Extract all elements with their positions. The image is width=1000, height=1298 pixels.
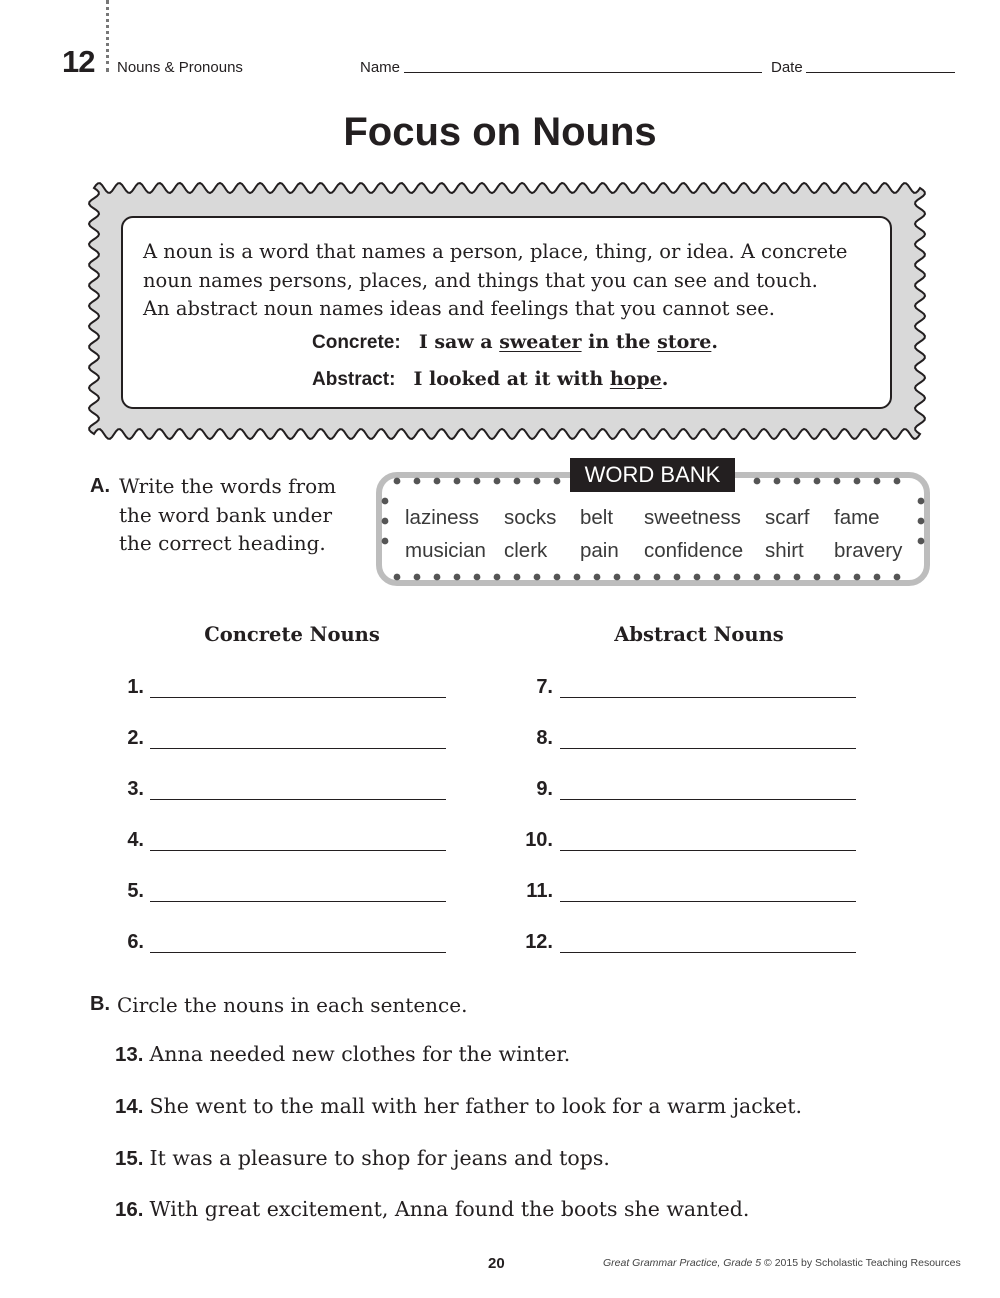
answer-blank[interactable] bbox=[560, 901, 856, 902]
item-number: 13. bbox=[115, 1043, 144, 1066]
item-number: 10. bbox=[525, 829, 553, 851]
answer-blank[interactable] bbox=[150, 748, 446, 749]
sentence-text[interactable]: With great excitement, Anna found the boots she wanted. bbox=[149, 1197, 750, 1221]
sentence-text[interactable]: Anna needed new clothes for the winter. bbox=[149, 1042, 571, 1066]
border-dot bbox=[814, 574, 821, 581]
page-title: Focus on Nouns bbox=[343, 110, 657, 154]
border-dot bbox=[834, 478, 841, 485]
answer-blank[interactable] bbox=[560, 697, 856, 698]
border-dot bbox=[918, 538, 925, 545]
word-bank-word: laziness bbox=[405, 506, 480, 529]
section-a-letter: A. bbox=[90, 475, 110, 497]
border-dot bbox=[534, 574, 541, 581]
abstract-example bbox=[312, 368, 668, 391]
word-bank-word: socks bbox=[504, 506, 557, 529]
border-dot bbox=[434, 478, 441, 485]
footer-credit bbox=[603, 1257, 961, 1269]
underlined-noun: hope bbox=[609, 368, 662, 390]
border-dot bbox=[794, 478, 801, 485]
border-dot bbox=[918, 498, 925, 505]
border-dot bbox=[894, 574, 901, 581]
abstract-example-sentence: I looked at it with hope. bbox=[413, 368, 669, 390]
word-bank-word: musician bbox=[405, 539, 486, 562]
border-dot bbox=[774, 478, 781, 485]
answer-blank[interactable] bbox=[560, 952, 856, 953]
border-dot bbox=[774, 574, 781, 581]
border-dot bbox=[554, 574, 561, 581]
word-bank-word: sweetness bbox=[644, 506, 741, 529]
answer-blank[interactable] bbox=[560, 850, 856, 851]
sentence-text[interactable]: It was a pleasure to shop for jeans and tops. bbox=[149, 1146, 610, 1170]
rule-definition bbox=[143, 238, 883, 324]
item-number: 1. bbox=[127, 676, 144, 698]
footer-page-number: 20 bbox=[488, 1255, 505, 1272]
underlined-noun: sweater bbox=[499, 331, 582, 353]
copyright: © 2015 by Scholastic Teaching Resources bbox=[761, 1257, 961, 1269]
answer-blank[interactable] bbox=[150, 799, 446, 800]
item-number: 6. bbox=[127, 931, 144, 953]
border-dot bbox=[794, 574, 801, 581]
sentence-text[interactable]: She went to the mall with her father to look for a warm jacket. bbox=[149, 1094, 803, 1118]
border-dot bbox=[854, 574, 861, 581]
section-a-instruction: Write the words from the word bank under the correct heading. bbox=[119, 474, 337, 555]
border-dot bbox=[714, 574, 721, 581]
border-dot bbox=[814, 478, 821, 485]
border-dot bbox=[894, 478, 901, 485]
item-number: 11. bbox=[526, 880, 553, 902]
abstract-nouns-heading: Abstract Nouns bbox=[614, 623, 784, 646]
border-dot bbox=[554, 478, 561, 485]
border-dot bbox=[634, 574, 641, 581]
item-number: 8. bbox=[536, 727, 553, 749]
border-dot bbox=[594, 574, 601, 581]
border-dot bbox=[534, 478, 541, 485]
border-dot bbox=[394, 478, 401, 485]
answer-blank[interactable] bbox=[560, 748, 856, 749]
answer-blank[interactable] bbox=[150, 697, 446, 698]
border-dot bbox=[382, 518, 389, 525]
border-dot bbox=[918, 518, 925, 525]
border-dot bbox=[674, 574, 681, 581]
item-number: 3. bbox=[127, 778, 144, 800]
name-field[interactable] bbox=[404, 72, 762, 73]
word-bank-word: pain bbox=[580, 539, 619, 562]
border-dot bbox=[382, 538, 389, 545]
item-number: 2. bbox=[127, 727, 144, 749]
date-field[interactable] bbox=[806, 72, 955, 73]
word-bank-word: confidence bbox=[644, 539, 744, 562]
answer-blank[interactable] bbox=[150, 952, 446, 953]
section-b-instruction: Circle the nouns in each sentence. bbox=[117, 993, 468, 1017]
border-dot bbox=[854, 478, 861, 485]
sentence-item[interactable] bbox=[115, 1197, 749, 1222]
page-number: 12 bbox=[62, 44, 95, 79]
sentence-item[interactable] bbox=[115, 1094, 802, 1119]
date-label: Date bbox=[771, 59, 803, 76]
word-bank-word: clerk bbox=[504, 539, 548, 562]
border-dot bbox=[574, 574, 581, 581]
concrete-nouns-heading: Concrete Nouns bbox=[204, 623, 380, 646]
rule-line: noun names persons, places, and things that you can see and touch. bbox=[143, 268, 818, 292]
underlined-noun: store bbox=[657, 331, 712, 353]
word-bank-word: fame bbox=[834, 506, 880, 529]
item-number: 9. bbox=[536, 778, 553, 800]
item-number: 5. bbox=[127, 880, 144, 902]
rule-line: A noun is a word that names a person, place, thing, or idea. A concrete bbox=[143, 240, 848, 263]
answer-blank[interactable] bbox=[560, 799, 856, 800]
word-bank-word: shirt bbox=[765, 539, 804, 562]
border-dot bbox=[382, 498, 389, 505]
border-dot bbox=[614, 574, 621, 581]
answer-blank[interactable] bbox=[150, 901, 446, 902]
book-title: Great Grammar Practice, Grade 5 bbox=[603, 1257, 762, 1269]
border-dot bbox=[454, 478, 461, 485]
item-number: 14. bbox=[115, 1095, 144, 1118]
border-dot bbox=[734, 574, 741, 581]
item-number: 7. bbox=[536, 676, 553, 698]
item-number: 4. bbox=[127, 829, 144, 851]
word-bank-title: WORD BANK bbox=[570, 458, 735, 492]
border-dot bbox=[414, 574, 421, 581]
border-dot bbox=[754, 574, 761, 581]
answer-blank[interactable] bbox=[150, 850, 446, 851]
border-dot bbox=[514, 478, 521, 485]
border-dot bbox=[754, 478, 761, 485]
border-dot bbox=[514, 574, 521, 581]
item-number: 12. bbox=[525, 931, 553, 953]
border-dot bbox=[434, 574, 441, 581]
header-dotted-divider bbox=[106, 0, 109, 72]
abstract-example-label: Abstract: bbox=[312, 369, 396, 390]
concrete-example-label: Concrete: bbox=[312, 332, 401, 353]
rule-line: An abstract noun names ideas and feelings that you cannot see. bbox=[143, 297, 775, 320]
border-dot bbox=[494, 478, 501, 485]
border-dot bbox=[874, 574, 881, 581]
border-dot bbox=[654, 574, 661, 581]
section-label: Nouns & Pronouns bbox=[117, 59, 243, 76]
sentence-item[interactable] bbox=[115, 1042, 570, 1067]
concrete-example bbox=[312, 331, 718, 354]
section-b-letter: B. bbox=[90, 993, 110, 1015]
sentence-item[interactable] bbox=[115, 1146, 610, 1171]
border-dot bbox=[474, 478, 481, 485]
border-dot bbox=[834, 574, 841, 581]
word-bank-word: scarf bbox=[765, 506, 810, 529]
word-bank-word: belt bbox=[580, 506, 614, 529]
border-dot bbox=[494, 574, 501, 581]
border-dot bbox=[414, 478, 421, 485]
border-dot bbox=[874, 478, 881, 485]
item-number: 15. bbox=[115, 1147, 144, 1170]
concrete-example-sentence: I saw a sweater in the store. bbox=[418, 331, 718, 353]
word-bank-word: bravery bbox=[834, 539, 903, 562]
border-dot bbox=[474, 574, 481, 581]
border-dot bbox=[454, 574, 461, 581]
border-dot bbox=[694, 574, 701, 581]
border-dot bbox=[394, 574, 401, 581]
name-label: Name bbox=[360, 59, 401, 76]
item-number: 16. bbox=[115, 1198, 144, 1221]
